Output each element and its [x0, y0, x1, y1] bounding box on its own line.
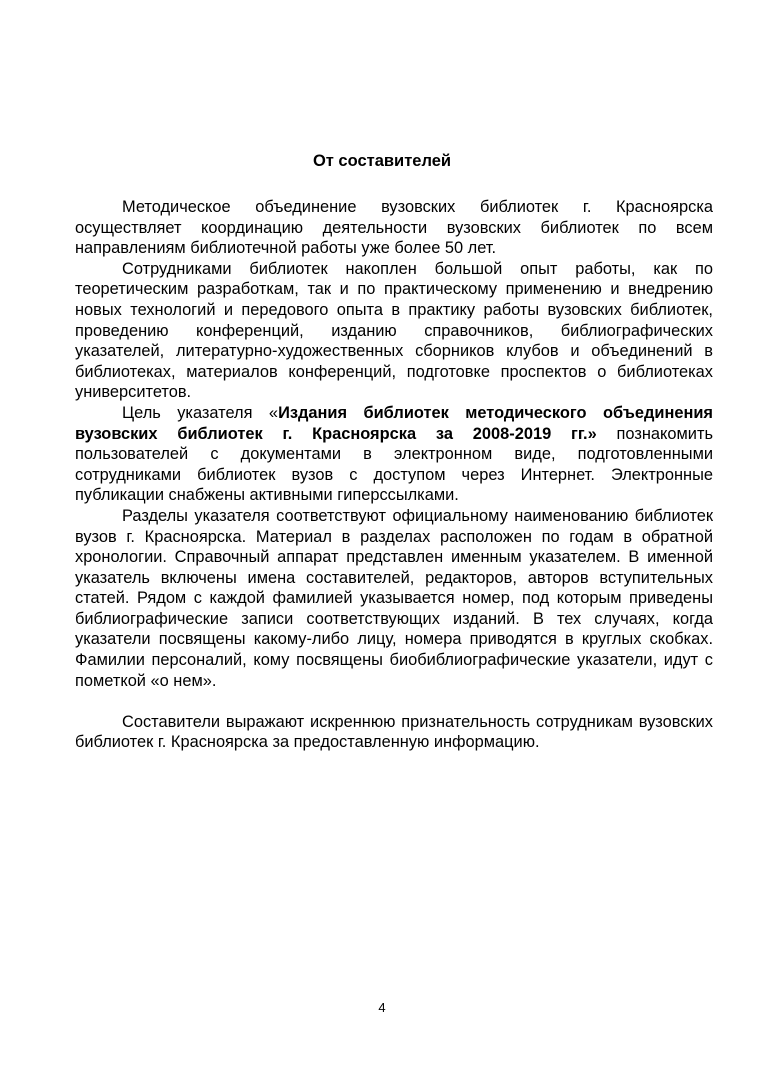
purpose-lead: Цель указателя «: [122, 403, 279, 422]
page-number: 4: [378, 1000, 386, 1015]
index-title: Издания библиотек методического объединения вузовских библиотек г. Красноярска за 2008-2019 гг.»: [75, 403, 713, 443]
preface-body: [75, 197, 713, 753]
paragraph-structure: Разделы указателя соответствуют официальному наименованию библиотек вузов г. Красноярска. Материал в разделах расположен по годам в обратной хронологии. Справочный аппарат представлен именным указателем. В именной указатель включены имена составителей, редакторов, авторов вступительных статей. Рядом с каждой фамилией указывается номер, под которым приведены библиографические записи соответствующих изданий. В тех случаях, когда указатели посвящены какому-либо лицу, номера приводятся в круглых скобках. Фамилии персоналий, кому посвящены биобиблиографические указатели, идут с пометкой «о нем».: [75, 506, 713, 690]
paragraph-experience: Сотрудниками библиотек накоплен большой опыт работы, как по теоретическим разработкам, так и по практическому применению и внедрению новых технологий и передового опыта в практику работы вузовских библиотек, проведению конференций, изданию справочников, библиографических указателей, литературно-художественных сборников клубов и объединений в библиотеках, материалов конференций, подготовке проспектов о библиотеках университетов.: [75, 259, 713, 402]
purpose-rest: познакомить пользователей с документами в электронном виде, подготовленными сотрудниками библиотек вузов с доступом через Интернет. Электронные публикации снабжены активными гиперссылками.: [75, 424, 713, 505]
paragraph-purpose: [75, 403, 713, 506]
paragraph-acknowledgement: Составители выражают искреннюю признательность сотрудникам вузовских библиотек г. Красноярска за предоставленную информацию.: [75, 712, 713, 752]
section-heading: От составителей: [312, 152, 452, 170]
paragraph-coordination: Методическое объединение вузовских библиотек г. Красноярска осуществляет координацию деятельности вузовских библиотек по всем направлениям библиотечной работы уже более 50 лет.: [75, 198, 713, 258]
